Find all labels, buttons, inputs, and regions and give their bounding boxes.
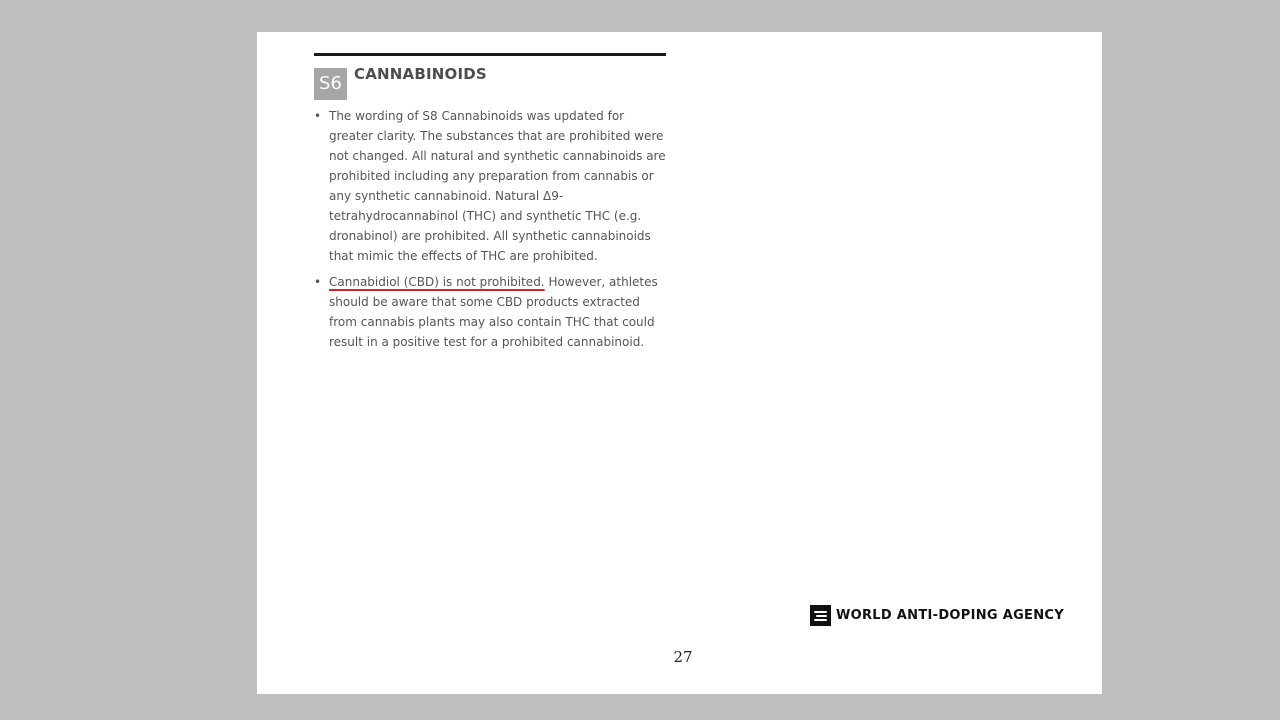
bullet-item-wording <box>314 106 670 266</box>
section-title: CANNABINOIDS <box>354 65 487 83</box>
highlighted-statement: Cannabidiol (CBD) is not prohibited. <box>329 275 545 289</box>
agency-name: WORLD ANTI-DOPING AGENCY <box>836 608 1064 623</box>
section-badge: S6 <box>314 68 347 100</box>
bullet-text: However, athletes should be aware that some CBD products extracted from cannabis plants may also contain THC that could result in a positive test for a prohibited cannabinoid. <box>329 275 658 349</box>
section-top-rule <box>314 53 666 56</box>
document-page <box>257 32 1102 694</box>
agency-logo <box>810 605 1064 626</box>
bullet-text: The wording of S8 Cannabinoids was updated for greater clarity. The substances that are prohibited were not changed. All natural and synthetic cannabinoids are prohibited including any preparation from cannabis or any synthetic cannabinoid. Natural Δ9-tetrahydrocannabinol (THC) and synthetic THC (e.g. dronabinol) are prohibited. All synthetic cannabinoids that mimic the effects of THC are prohibited. <box>329 109 666 263</box>
page-number: 27 <box>673 648 693 666</box>
bullet-item-cbd <box>314 272 670 352</box>
wada-logo-icon <box>810 605 831 626</box>
bullet-list <box>314 106 670 358</box>
